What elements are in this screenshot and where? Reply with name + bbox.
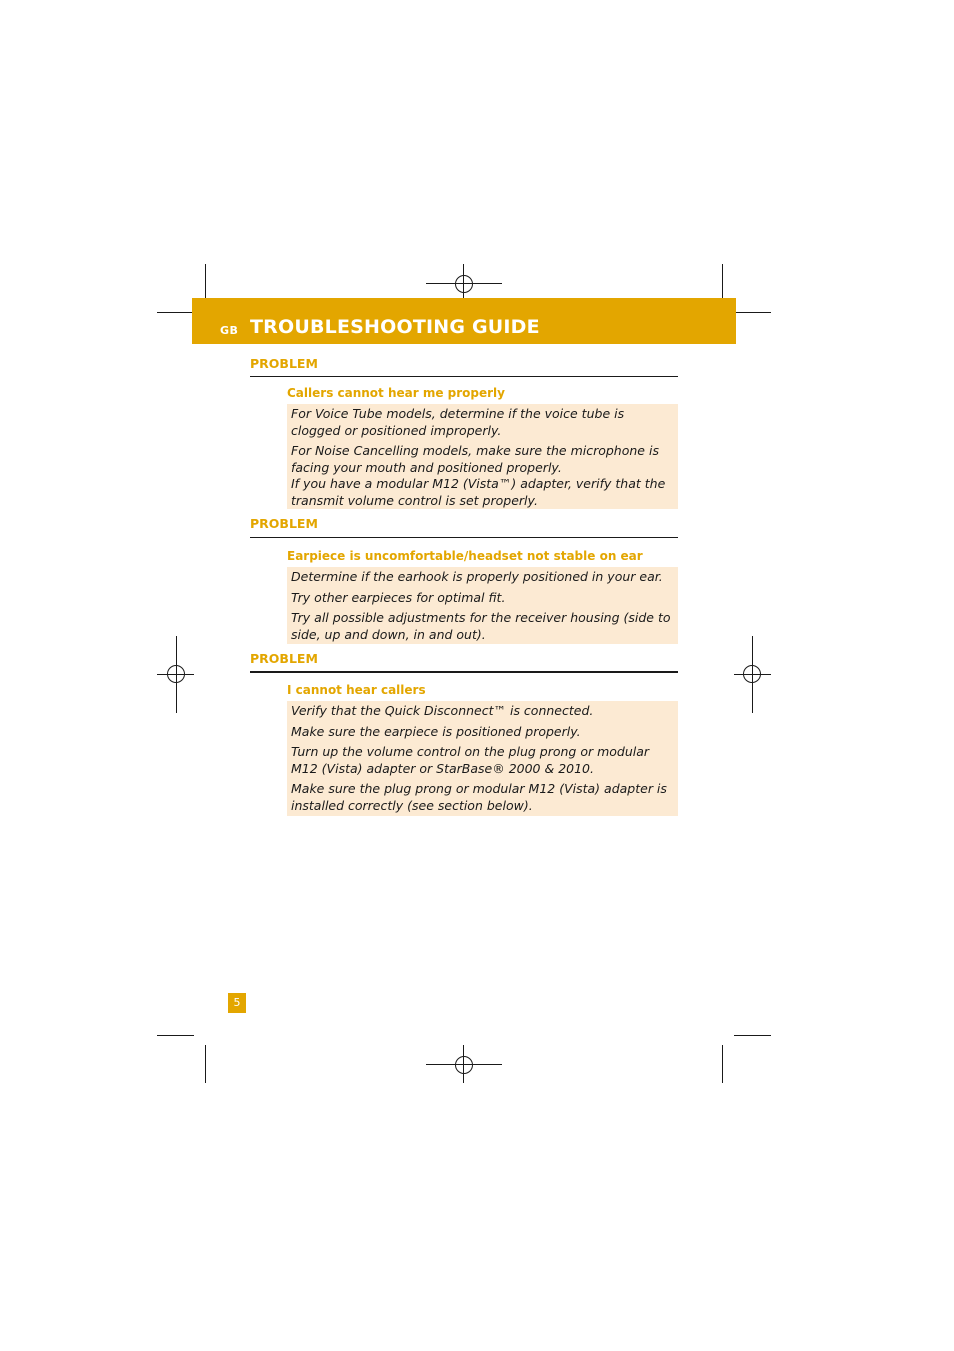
solution-box: [287, 404, 678, 509]
problem-heading: PROBLEM: [250, 516, 318, 531]
solution-item: For Voice Tube models, determine if the voice tube is clogged or positioned improperly.: [291, 406, 625, 438]
solution-item: Make sure the earpiece is positioned properly.: [291, 723, 581, 739]
solution-item: Try other earpieces for optimal fit.: [291, 589, 506, 605]
problem-heading: PROBLEM: [250, 651, 318, 666]
solution-box: [287, 701, 678, 816]
solution-item: Make sure the plug prong or modular M12 (Vista) adapter is installed correctly (see section below).: [291, 781, 667, 813]
divider: [250, 537, 678, 538]
divider: [250, 376, 678, 377]
solution-item: Try all possible adjustments for the receiver housing (side to side, up and down, in and out).: [291, 610, 671, 642]
page-title: TROUBLESHOOTING GUIDE: [250, 316, 540, 338]
divider: [250, 671, 678, 673]
problem-title: Earpiece is uncomfortable/headset not stable on ear: [287, 549, 643, 563]
solution-item: Determine if the earhook is properly positioned in your ear.: [291, 569, 663, 584]
language-code: GB: [220, 324, 239, 337]
problem-heading: PROBLEM: [250, 356, 318, 371]
solution-item: If you have a modular M12 (Vista™) adapter, verify that the transmit volume control is set properly.: [291, 476, 666, 508]
solution-item: Verify that the Quick Disconnect™ is connected.: [291, 703, 594, 718]
page-number: 5: [228, 993, 246, 1013]
solution-item: Turn up the volume control on the plug prong or modular M12 (Vista) adapter or StarBase® 2000 & 2010.: [291, 744, 650, 776]
solution-item: For Noise Cancelling models, make sure the microphone is facing your mouth and positioned properly.: [291, 443, 659, 475]
problem-title: I cannot hear callers: [287, 683, 426, 697]
solution-box: [287, 567, 678, 644]
problem-title: Callers cannot hear me properly: [287, 386, 505, 400]
